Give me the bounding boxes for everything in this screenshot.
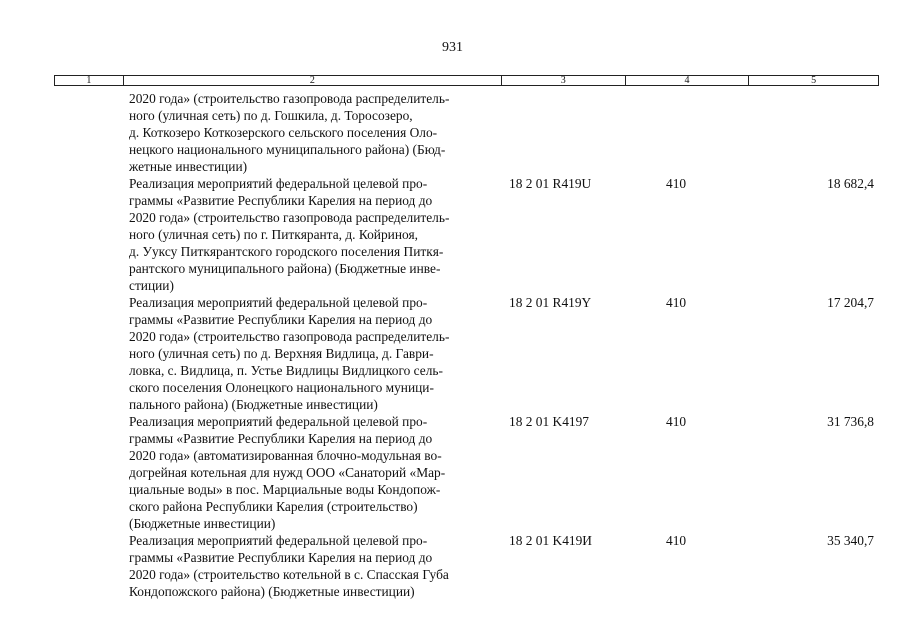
row-description: Реализация мероприятий федеральной целевой про- граммы «Развитие Республики Карелия на период до 2020 года» (автоматизированная блочно-модульная во- догрейная котельная для нужд ООО «Санаторий «Мар- циальные воды» в пос. Марциальные воды Кондопож- ского района Республики Карелия (строительство) (Бюджетные инвестиции)	[129, 414, 446, 531]
table-row	[0, 175, 905, 294]
row-code: 18 2 01 R419U	[509, 176, 592, 191]
page-number: 931	[442, 40, 463, 55]
column-header-2: 2	[124, 76, 502, 85]
row-type: 410	[666, 295, 687, 310]
row-amount: 17 204,7	[827, 295, 874, 310]
row-type: 410	[666, 176, 687, 191]
row-code: 18 2 01 K4197	[509, 414, 589, 429]
row-code: 18 2 01 R419Y	[509, 295, 592, 310]
row-description: 2020 года» (строительство газопровода распределитель- ного (уличная сеть) по д. Гошкила, д. Торосозеро, д. Коткозеро Коткозерского сельского поселения Оло- нецкого национального муниципального района) (Бюд- жетные инвестиции)	[129, 91, 450, 174]
column-header-4: 4	[626, 76, 750, 85]
table-body	[0, 90, 905, 600]
table-header	[54, 75, 879, 86]
row-description: Реализация мероприятий федеральной целевой про- граммы «Развитие Республики Карелия на период до 2020 года» (строительство газопровода распределитель- ного (уличная сеть) по д. Верхняя Видлица, д. Гаври- ловка, с. Видлица, п. Устье Видлицы Видлицкого сель- ского поселения Олонецкого национального муници- пального района) (Бюджетные инвестиции)	[129, 295, 450, 412]
row-type: 410	[666, 533, 687, 548]
column-header-1: 1	[55, 76, 124, 85]
row-code: 18 2 01 K419И	[509, 533, 592, 548]
row-type: 410	[666, 414, 687, 429]
column-header-3: 3	[502, 76, 626, 85]
column-header-5: 5	[811, 75, 817, 86]
row-amount: 18 682,4	[827, 176, 874, 191]
table-row	[0, 294, 905, 413]
row-description: Реализация мероприятий федеральной целевой про- граммы «Развитие Республики Карелия на период до 2020 года» (строительство котельной в с. Спасская Губа Кондопожского района) (Бюджетные инвестиции)	[129, 533, 449, 599]
row-description: Реализация мероприятий федеральной целевой про- граммы «Развитие Республики Карелия на период до 2020 года» (строительство газопровода распределитель- ного (уличная сеть) по г. Питкяранта, д. Койриноя, д. Ууксу Питкярантского городского поселения Питкя- рантского муниципального района) (Бюджетные инве- стиции)	[129, 176, 450, 293]
table-row	[0, 413, 905, 532]
row-amount: 31 736,8	[827, 414, 874, 429]
table-row	[0, 532, 905, 600]
row-amount: 35 340,7	[827, 533, 874, 548]
table-row	[0, 90, 905, 175]
